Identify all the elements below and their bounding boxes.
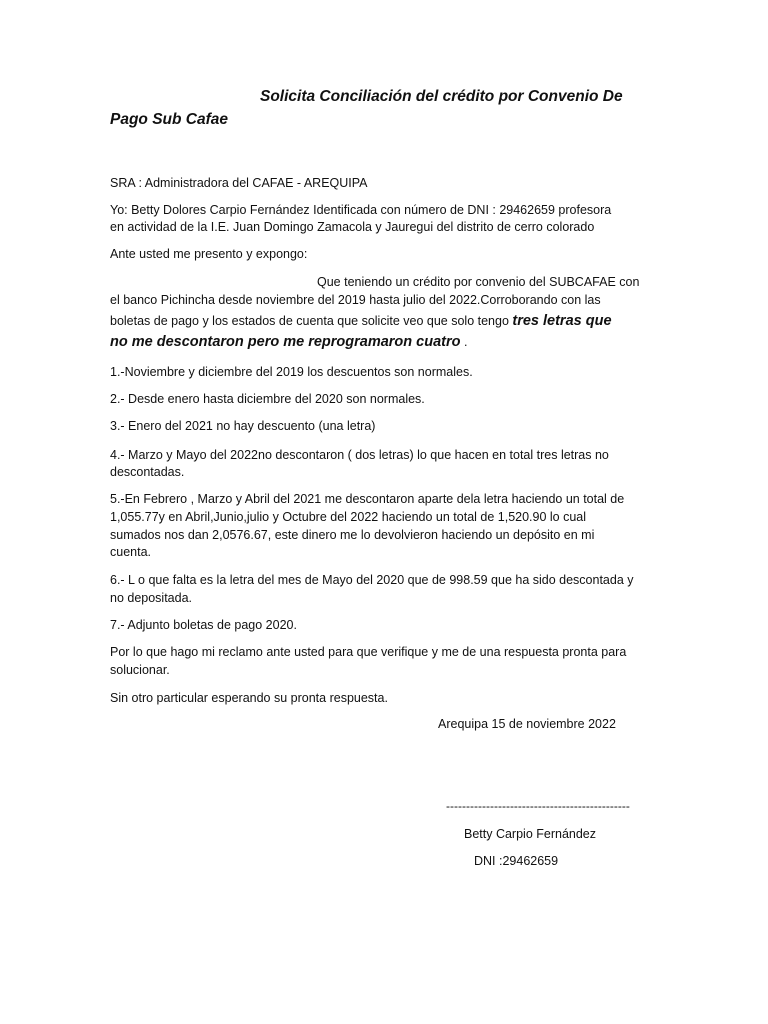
list-item-5-line1: 5.-En Febrero , Marzo y Abril del 2021 me descontaron aparte dela letra haciendo un total de (110, 492, 625, 506)
intro-line3-text: boletas de pago y los estados de cuenta que solicite veo que solo tengo (110, 314, 513, 328)
intro-line1: Que teniendo un crédito por convenio del SUBCAFAE con (317, 275, 640, 289)
sender-line1: Yo: Betty Dolores Carpio Fernández Identificada con número de DNI : 29462659 profesora (110, 203, 612, 217)
closing-line3: Sin otro particular esperando su pronta respuesta. (110, 691, 388, 705)
list-item-2: 2.- Desde enero hasta diciembre del 2020 son normales. (110, 392, 425, 406)
sender-line2: en actividad de la I.E. Juan Domingo Zamacola y Jauregui del distrito de cerro colorado (110, 220, 595, 234)
list-item-6-line1: 6.- L o que falta es la letra del mes de Mayo del 2020 que de 998.59 que ha sido descontada y (110, 573, 634, 587)
greeting: Ante usted me presento y expongo: (110, 247, 308, 261)
list-item-3: 3.- Enero del 2021 no hay descuento (una letra) (110, 419, 376, 433)
list-item-5-line4: cuenta. (110, 545, 152, 559)
recipient-line: SRA : Administradora del CAFAE - AREQUIPA (110, 176, 368, 190)
intro-line3 (110, 312, 612, 330)
intro-line2: el banco Pichincha desde noviembre del 2019 hasta julio del 2022.Corroborando con las (110, 293, 601, 307)
intro-emphasis-1: tres letras que (512, 313, 612, 329)
document-title-line1: Solicita Conciliación del crédito por Convenio De (260, 88, 623, 105)
closing-line1: Por lo que hago mi reclamo ante usted para que verifique y me de una respuesta pronta para (110, 645, 627, 659)
signature-line: ---------------------------------------------- (446, 799, 630, 813)
list-item-1: 1.-Noviembre y diciembre del 2019 los descuentos son normales. (110, 365, 473, 379)
list-item-6-line2: no depositada. (110, 591, 193, 605)
signature-dni: DNI :29462659 (474, 854, 559, 868)
list-item-4-line1: 4.- Marzo y Mayo del 2022no descontaron ( dos letras) lo que hacen en total tres letras no (110, 448, 609, 462)
list-item-7: 7.- Adjunto boletas de pago 2020. (110, 618, 297, 632)
intro-emphasis-2: no me descontaron pero me reprogramaron cuatro (110, 334, 461, 350)
intro-line4-tail: . (460, 335, 468, 349)
document-title-line2: Pago Sub Cafae (110, 111, 228, 128)
signature-name: Betty Carpio Fernández (464, 827, 597, 841)
list-item-5-line3: sumados nos dan 2,0576.67, este dinero me lo devolvieron haciendo un depósito en mi (110, 528, 595, 542)
list-item-4-line2: descontadas. (110, 465, 185, 479)
intro-line4 (110, 333, 467, 351)
list-item-5-line2: 1,055.77y en Abril,Junio,julio y Octubre del 2022 haciendo un total de 1,520.90 lo cual (110, 510, 587, 524)
closing-line2: solucionar. (110, 663, 170, 677)
date-line: Arequipa 15 de noviembre 2022 (438, 717, 616, 731)
